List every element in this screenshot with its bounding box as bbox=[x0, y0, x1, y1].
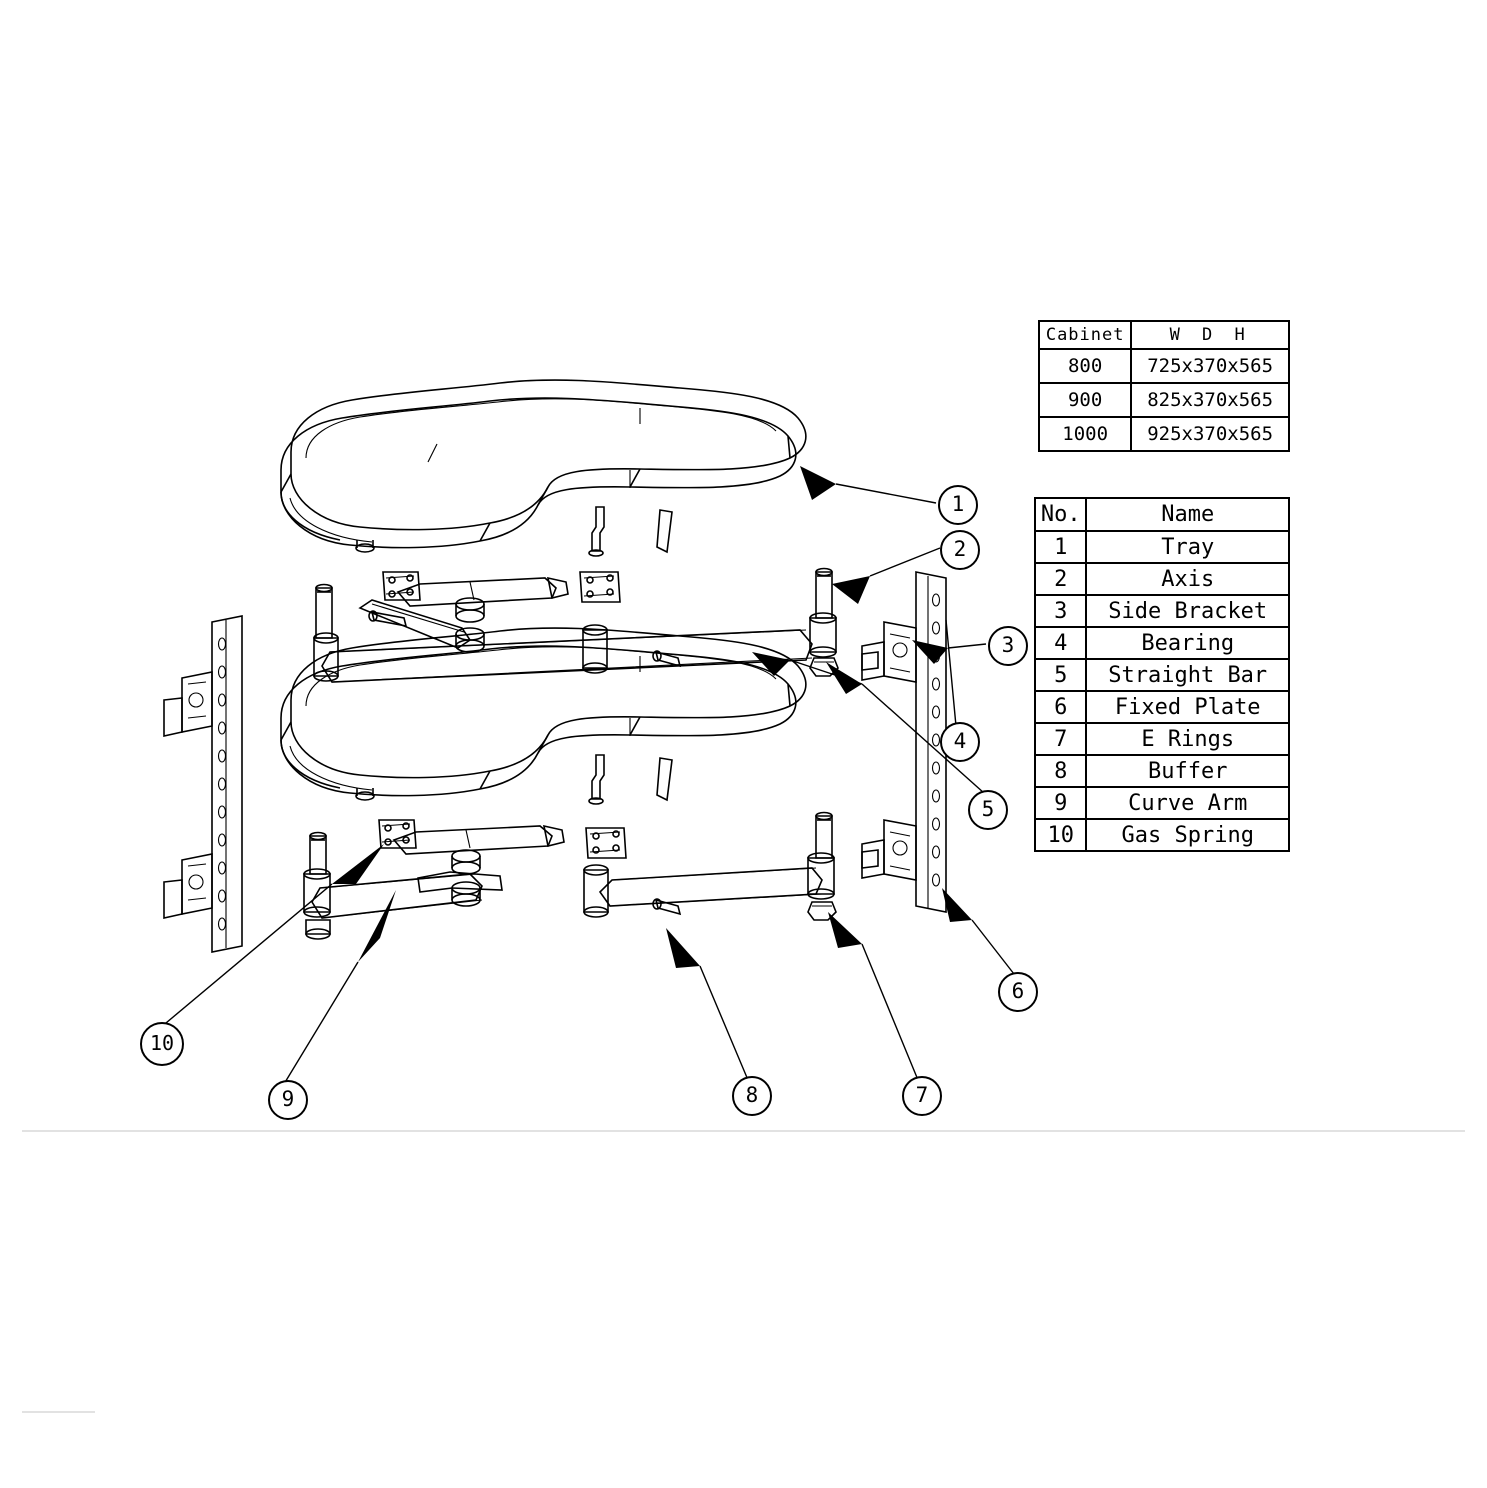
table-row bbox=[1035, 691, 1289, 723]
parts-no-header: No. bbox=[1035, 498, 1086, 531]
part-number: 6 bbox=[1035, 691, 1086, 723]
table-row bbox=[1035, 787, 1289, 819]
callout-7: 7 bbox=[902, 1076, 942, 1116]
table-row bbox=[1035, 755, 1289, 787]
table-row bbox=[1035, 819, 1289, 851]
cabinet-size-table bbox=[1038, 320, 1290, 452]
part-number: 3 bbox=[1035, 595, 1086, 627]
part-number: 9 bbox=[1035, 787, 1086, 819]
wdh-header-cell: W D H bbox=[1131, 321, 1289, 349]
lower-arm-assembly bbox=[304, 813, 836, 940]
cabinet-size: 900 bbox=[1039, 383, 1131, 417]
part-number: 10 bbox=[1035, 819, 1086, 851]
part-name: Curve Arm bbox=[1086, 787, 1289, 819]
table-row bbox=[1039, 383, 1289, 417]
table-header-row bbox=[1035, 498, 1289, 531]
part-name: Fixed Plate bbox=[1086, 691, 1289, 723]
callout-1: 1 bbox=[938, 485, 978, 525]
callout-8: 8 bbox=[732, 1076, 772, 1116]
cabinet-size: 1000 bbox=[1039, 417, 1131, 451]
leader-lines bbox=[160, 466, 1014, 1084]
callout-9: 9 bbox=[268, 1080, 308, 1120]
cabinet-size: 800 bbox=[1039, 349, 1131, 383]
cabinet-dimensions: 725x370x565 bbox=[1131, 349, 1289, 383]
cabinet-dimensions: 925x370x565 bbox=[1131, 417, 1289, 451]
callout-3: 3 bbox=[988, 626, 1028, 666]
part-name: Bearing bbox=[1086, 627, 1289, 659]
table-row bbox=[1035, 563, 1289, 595]
part-name: Tray bbox=[1086, 531, 1289, 563]
table-row bbox=[1035, 531, 1289, 563]
part-number: 1 bbox=[1035, 531, 1086, 563]
part-number: 7 bbox=[1035, 723, 1086, 755]
callout-10: 10 bbox=[140, 1022, 184, 1066]
upper-arm-assembly bbox=[314, 569, 838, 683]
tray-bottom bbox=[281, 628, 806, 804]
part-name: E Rings bbox=[1086, 723, 1289, 755]
callout-5: 5 bbox=[968, 790, 1008, 830]
table-row bbox=[1035, 723, 1289, 755]
part-number: 8 bbox=[1035, 755, 1086, 787]
parts-name-header: Name bbox=[1086, 498, 1289, 531]
table-row bbox=[1035, 659, 1289, 691]
table-row bbox=[1039, 349, 1289, 383]
table-row bbox=[1035, 627, 1289, 659]
callout-2: 2 bbox=[940, 530, 980, 570]
part-name: Side Bracket bbox=[1086, 595, 1289, 627]
callout-6: 6 bbox=[998, 972, 1038, 1012]
part-number: 4 bbox=[1035, 627, 1086, 659]
part-name: Straight Bar bbox=[1086, 659, 1289, 691]
cabinet-dimensions: 825x370x565 bbox=[1131, 383, 1289, 417]
part-name: Axis bbox=[1086, 563, 1289, 595]
fixed-plate-left bbox=[164, 616, 242, 952]
table-row bbox=[1035, 595, 1289, 627]
fixed-plate-right bbox=[862, 572, 946, 912]
part-number: 5 bbox=[1035, 659, 1086, 691]
table-row bbox=[1039, 417, 1289, 451]
callout-4: 4 bbox=[940, 722, 980, 762]
tray-top bbox=[281, 380, 806, 556]
part-name: Buffer bbox=[1086, 755, 1289, 787]
cabinet-header-cell: Cabinet bbox=[1039, 321, 1131, 349]
part-name: Gas Spring bbox=[1086, 819, 1289, 851]
parts-list-table bbox=[1034, 497, 1290, 852]
table-header-row bbox=[1039, 321, 1289, 349]
part-number: 2 bbox=[1035, 563, 1086, 595]
